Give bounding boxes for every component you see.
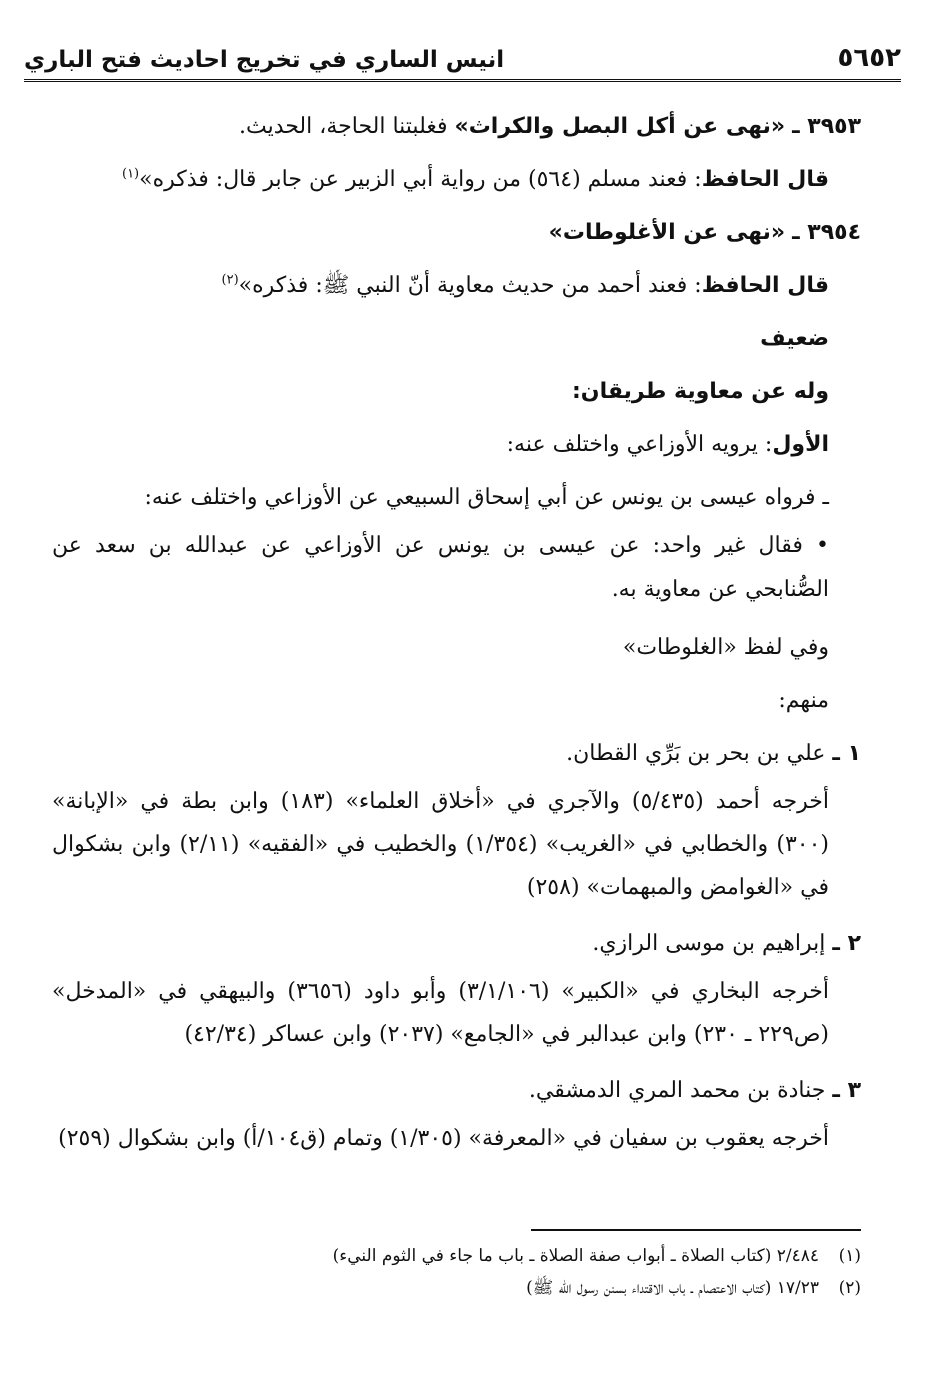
footnote-text: ٢/٤٨٤ (كتاب الصلاة ـ أبواب صفة الصلاة ـ باب ما جاء في الثوم النيء) [332, 1246, 819, 1266]
page-header [24, 34, 901, 82]
routes-heading: وله عن معاوية طريقان: [572, 379, 829, 404]
first-route-text: : يرويه الأوزاعي واختلف عنه: [506, 432, 773, 457]
page-body [52, 100, 861, 1160]
footnote-separator [531, 1229, 861, 1231]
hafiz-label: قال الحافظ [701, 273, 829, 298]
narrator-name: علي بن بحر بن بَرِّي القطان. [566, 741, 826, 766]
footnote-text: ١٧/٢٣ (كتاب الاعتصام ـ باب الاقتداء بسنن رسول الله ﷺ) [526, 1278, 819, 1298]
hadith-text: «نهى عن أكل البصل والكراث» [454, 114, 786, 139]
first-route [52, 418, 861, 471]
hadith-continuation: فغلبتنا الحاجة، الحديث. [238, 114, 455, 139]
narrator-number: ٢ ـ [832, 931, 861, 956]
first-route-label: الأول [772, 432, 829, 457]
footnote-ref-1: (١) [121, 166, 140, 182]
narrator-name: إبراهيم بن موسى الرازي. [592, 931, 826, 956]
hadith-entry-3954 [52, 206, 861, 259]
narrator-1-takhrij: أخرجه أحمد (٥/٤٣٥) والآجري في «أخلاق العلماء» (١٨٣) وابن بطة في «الإبانة» (٣٠٠) والخطابي في «الغريب» (١/٣٥٤) والخطيب في «الفقيه» (٢/١١) وابن بشكوال في «الغوامض والمبهمات» (٢٥٨) [52, 789, 830, 900]
sub-route-2: • فقال غير واحد: عن عيسى بن يونس عن الأوزاعي عن عبدالله بن سعد عن الصُّنابحي عن معاوية به. [52, 533, 829, 602]
hafiz-text: : فعند مسلم (٥٦٤) من رواية أبي الزبير عن جابر قال: فذكره» [139, 167, 702, 192]
hafiz-comment-3953 [52, 153, 861, 206]
among-them: منهم: [778, 688, 829, 713]
narrator-name: جنادة بن محمد المري الدمشقي. [528, 1078, 826, 1103]
page-number: ٥٦٥٢ [837, 43, 901, 73]
wording-note: وفي لفظ «الغلوطات» [622, 635, 829, 660]
narrator-1 [52, 727, 861, 780]
sub-route-1: ـ فرواه عيسى بن يونس عن أبي إسحاق السبيعي عن الأوزاعي واختلف عنه: [144, 485, 829, 510]
footnote-1 [52, 1240, 861, 1272]
hadith-entry-3953 [52, 100, 861, 153]
hafiz-label: قال الحافظ [701, 167, 829, 192]
narrator-3 [52, 1064, 861, 1117]
narrator-2-takhrij: أخرجه البخاري في «الكبير» (٣/١/١٠٦) وأبو داود (٣٦٥٦) والبيهقي في «المدخل» (ص٢٢٩ ـ ٢٣٠) وابن عبدالبر في «الجامع» (٢٠٣٧) وابن عساكر (٤٢/٣٤) [52, 979, 829, 1047]
footnote-ref-2: (٢) [221, 272, 239, 288]
hafiz-comment-3954 [52, 259, 861, 312]
footnote-2 [52, 1272, 861, 1304]
entry-number: ٣٩٥٤ ـ [792, 220, 861, 245]
running-title: انيس الساري في تخريج احاديث فتح الباري [24, 47, 505, 73]
hadith-text: «نهى عن الأغلوطات» [548, 220, 786, 245]
narrator-number: ١ ـ [832, 741, 861, 766]
footnote-number: (٢) [838, 1278, 861, 1298]
entry-number: ٣٩٥٣ ـ [792, 114, 861, 139]
footnote-number: (١) [838, 1246, 861, 1266]
narrator-3-takhrij: أخرجه يعقوب بن سفيان في «المعرفة» (١/٣٠٥) وتمام (ق١٠٤/أ) وابن بشكوال (٢٥٩) [58, 1126, 829, 1151]
narrator-2 [52, 917, 861, 970]
grade-label: ضعيف [760, 326, 829, 351]
footnotes [52, 1240, 861, 1304]
narrator-number: ٣ ـ [832, 1078, 861, 1103]
hafiz-text: : فعند أحمد من حديث معاوية أنّ النبي ﷺ: فذكره» [238, 273, 702, 298]
